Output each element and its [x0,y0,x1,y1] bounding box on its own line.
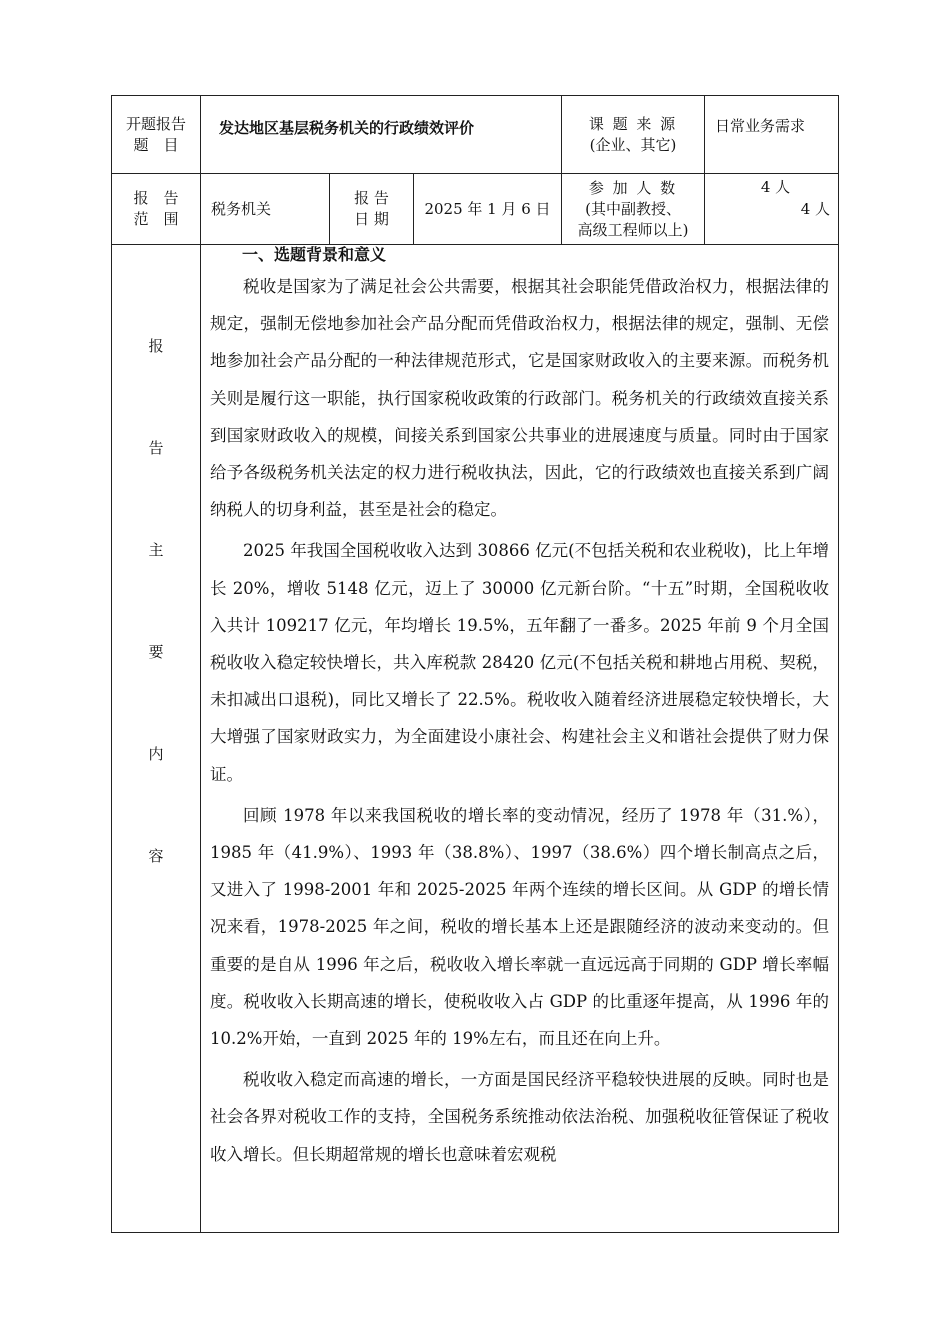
date-label-cell [330,174,414,245]
topic-label-line2: 题 目 [133,135,179,154]
paragraph-4: 税收收入稳定而高速的增长，一方面是国民经济平稳较快进展的反映。同时也是社会各界对税收工作的支持，全国税务系统推动依法治税、加强税收征管保证了税收收入增长。但长期超常规的增长也意味着宏观税 [210,1070,830,1164]
participants-senior: 4 人 [800,200,831,218]
source-value: 日常业务需求 [705,96,839,174]
topic-row [112,96,839,174]
scope-label-line2: 范 围 [133,210,179,228]
paragraph-1: 税收是国家为了满足社会公共需要，根据其社会职能凭借政治权力，根据法律的规定，强制无偿地参加社会产品分配而凭借政治权力，根据法律的规定，强制、无偿地参加社会产品分配的一种法律规范形式，它是国家财政收入的主要来源。而税务机关则是履行这一职能，执行国家税收政策的行政部门。税务机关的行政绩效直接关系到国家财政收入的规模，间接关系到国家公共事业的进展速度与质量。同时由于国家给予各级税务机关法定的权力进行税收执法，因此，它的行政绩效也直接关系到广阔纳税人的切身利益，甚至是社会的稳定。 [210,277,830,520]
section-title: 一、选题背景和意义 [242,245,387,264]
participants-label-line2: (其中副教授、 [585,199,681,218]
topic-title: 发达地区基层税务机关的行政绩效评价 [201,96,562,174]
paragraph-2: 2025 年我国全国税收收入达到 30866 亿元(不包括关税和农业税收)，比上年增长 20%，增收 5148 亿元，迈上了 30000 亿元新台阶。“十五”时期，全国税收收入共计 109217 亿元，年均增长 19.5%，五年翻了一番多。2025 年前 9 个月全国税收收入稳定较快增长，共入库税款 28420 亿元(不包括关税和耕地占用税、契税，未扣减出口退税)，同比又增长了 22.5%。税收收入随着经济进展稳定较快增长，大大增强了国家财政实力，为全面建设小康社会、构建社会主义和谐社会提供了财力保证。 [210,541,830,784]
paragraph-3: 回顾 1978 年以来我国税收的增长率的变动情况，经历了 1978 年（31.%），1985 年（41.9%）、1993 年（38.8%）、1997（38.6%）四个增长制高点之后，又进入了 1998-2001 年和 2025-2025 年两个连续的增长区间。从 GDP 的增长情况来看，1978-2025 年之间，税收的增长基本上还是跟随经济的波动来变动的。但重要的是自从 1996 年之后，税收收入增长率就一直远远高于同期的 GDP 增长率幅度。税收收入长期高速的增长，使税收收入占 GDP 的比重逐年提高，从 1996 年的 10.2%开始，一直到 2025 年的 19%左右，而且还在向上升。 [210,805,830,1049]
side-label-char: 报 [148,337,164,355]
side-label-char: 主 [148,541,164,559]
topic-label-line1: 开题报告 [125,114,186,133]
side-label-cell [112,245,201,1233]
date-value: 2025 年 1 月 6 日 [414,174,562,245]
participants-label-line3: 高级工程师以上) [577,220,689,239]
source-label-line1: 课 题 来 源 [588,114,678,133]
participants-label-line1: 参 加 人 数 [588,178,678,197]
scope-value: 税务机关 [201,174,330,245]
source-label-cell [562,96,705,174]
proposal-form-table [111,95,839,1233]
scope-label-cell [112,174,201,245]
side-label-char: 要 [148,643,164,661]
side-label-char: 告 [148,439,164,457]
topic-label-cell [112,96,201,174]
report-content [201,245,839,1233]
participants-total: 4 人 [760,178,791,196]
content-row [112,245,839,1233]
side-label-char: 内 [148,745,164,763]
date-label-line2: 日 期 [354,210,389,228]
date-label-line1: 报 告 [354,189,389,207]
scope-label-line1: 报 告 [133,189,179,207]
source-label-line2: (企业、其它) [589,135,677,154]
scope-row [112,174,839,245]
participants-label-cell [562,174,705,245]
participants-count-cell [705,174,839,245]
side-label-char: 容 [148,847,164,865]
